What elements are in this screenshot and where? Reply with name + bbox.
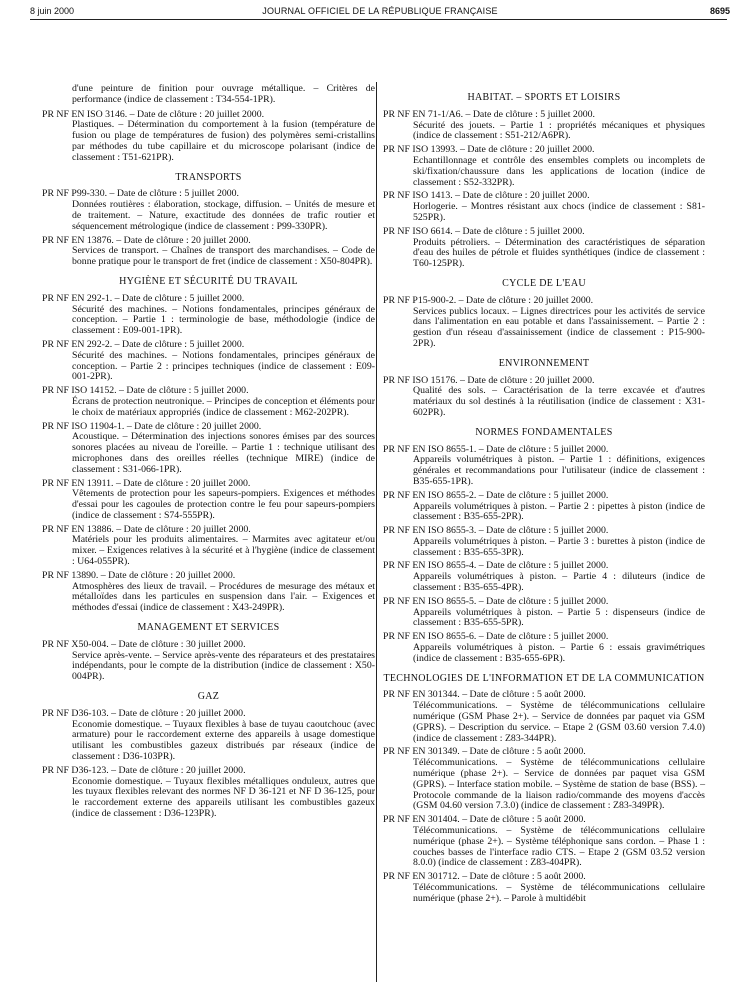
entry-description: Télécommunications. – Système de télécommunications cellulaire numérique (phase 2+). – Parole à multidébit xyxy=(413,882,705,904)
entry-description: Écrans de protection neutronique. – Principes de conception et éléments pour le choix de matériaux appropriés (indice de classement : M62-202PR). xyxy=(72,395,375,418)
entry-reference: PR NF P99-330. – Date de clôture : 5 juillet 2000. xyxy=(42,188,240,200)
entry-description: Vêtements de protection pour les sapeurs-pompiers. Exigences et méthodes d'essai pour les cagoules de protection contre le feu pour sapeurs-pompiers (indice de classement : S74-555PR). xyxy=(72,488,375,521)
entry-description: Appareils volumétriques à piston. – Partie 5 : dispenseurs (indice de classement : B35-655-5PR). xyxy=(413,606,705,629)
section-heading: NORMES FONDAMENTALES xyxy=(475,426,613,438)
entry-reference: PR NF EN ISO 8655-2. – Date de clôture : 5 juillet 2000. xyxy=(383,489,609,501)
standard-entry xyxy=(42,479,375,522)
section-heading: MANAGEMENT ET SERVICES xyxy=(137,622,280,634)
entry-description: Qualité des sols. – Caractérisation de la terre excavée et d'autres matériaux du sol destinés à la réutilisation (indice de classement : X31-602PR). xyxy=(413,385,705,418)
section-heading: HABITAT. – SPORTS ET LOISIRS xyxy=(467,92,621,103)
entry-description: Sécurité des machines. – Notions fondamentales, principes généraux de conception. – Partie 1 : terminologie de base, méthodologie (indice de classement : E09-001-1PR). xyxy=(72,303,375,337)
entry-description: Economie domestique. – Tuyaux flexibles métalliques onduleux, autres que les tuyaux flexibles relevant des normes NF D 36-121 et NF D 36-125, pour le raccordement externe des appareils utilisant les combustibles gazeux (indice de classement : D36-123PR). xyxy=(72,775,375,820)
entry-reference: PR NF EN 301349. – Date de clôture : 5 août 2000. xyxy=(383,746,586,758)
entry-reference: PR NF ISO 1413. – Date de clôture : 20 juillet 2000. xyxy=(383,190,590,202)
entry-reference: PR NF EN 301344. – Date de clôture : 5 août 2000. xyxy=(383,689,586,701)
entry-reference: PR NF ISO 6614. – Date de clôture : 5 juillet 2000. xyxy=(383,225,585,237)
entry-reference: PR NF D36-123. – Date de clôture : 20 juillet 2000. xyxy=(42,764,246,776)
standard-entry xyxy=(42,709,375,763)
left-column xyxy=(42,84,375,823)
entry-description: Services publics locaux. – Lignes directrices pour les activités de service dans l'alimentation en eau potable et dans l'assainissement. – Partie 2 : gestion d'un réseau d'assainissement (indice de classement : P15-900-2PR). xyxy=(413,305,705,349)
standard-entry xyxy=(42,110,375,164)
standard-entry xyxy=(42,340,375,383)
entry-reference: PR NF X50-004. – Date de clôture : 30 juillet 2000. xyxy=(42,638,246,650)
entry-reference: PR NF ISO 11904-1. – Date de clôture : 20 juillet 2000. xyxy=(42,420,262,432)
standard-entry xyxy=(42,189,375,232)
standard-entry xyxy=(42,525,375,568)
entry-reference: PR NF EN ISO 8655-6. – Date de clôture : 5 juillet 2000. xyxy=(383,631,609,643)
entry-description: Appareils volumétriques à piston. – Partie 6 : essais gravimétriques (indice de classement : B35-655-6PR). xyxy=(413,642,705,664)
section-heading: HYGIÈNE ET SÉCURITÉ DU TRAVAIL xyxy=(119,275,298,287)
entry-description: Produits pétroliers. – Détermination des caractéristiques de séparation d'eau des huiles de pétrole et fluides synthétiques (indice de classement : T60-125PR). xyxy=(413,236,705,270)
section-heading: TECHNOLOGIES DE L'INFORMATION ET DE LA COMMUNICATION xyxy=(383,672,705,684)
header-rule xyxy=(30,19,727,20)
entry-reference: PR NF EN 292-2. – Date de clôture : 5 juillet 2000. xyxy=(42,338,245,350)
entry-description: Télécommunications. – Système de télécommunications cellulaire numérique (phase 2+). – Service de données par paquet visa GSM (GPRS). – Interface station mobile. – Système de station de base (BSS). – Protocole commande de la liaison radio/commande des moyens d'accès (GSM 04.60 version 7.3.0) (indice de classement : Z83-349PR). xyxy=(413,757,705,812)
entry-reference: PR NF EN 292-1. – Date de clôture : 5 juillet 2000. xyxy=(42,292,245,304)
entry-reference: PR NF EN ISO 8655-1. – Date de clôture : 5 juillet 2000. xyxy=(383,443,609,455)
entry-reference: PR NF ISO 14152. – Date de clôture : 5 juillet 2000. xyxy=(42,385,249,397)
column-divider xyxy=(376,82,377,982)
entry-description: Appareils volumétriques à piston. – Partie 3 : burettes à piston (indice de classement : B35-655-3PR). xyxy=(413,535,705,558)
entry-description: Economie domestique. – Tuyaux flexibles à base de tuyau caoutchouc (avec armature) pour le raccordement externe des appareils à usage domestique utilisant les combustibles gazeux distribués par réseaux (indice de classement : D36-103PR). xyxy=(72,718,375,763)
standard-entry xyxy=(383,227,705,270)
section-heading: GAZ xyxy=(197,691,220,703)
entry-description: Matériels pour les produits alimentaires. – Marmites avec agitateur et/ou mixer. – Exigences relatives à la sécurité et à l'hygiène (indice de classement : U64-055PR). xyxy=(72,534,375,568)
right-column xyxy=(383,84,705,908)
entry-reference: PR NF ISO 13993. – Date de clôture : 20 juillet 2000. xyxy=(383,144,595,156)
entry-description: Echantillonnage et contrôle des ensembles complets ou incomplets de ski/fixation/chaussure dans les applications de location (indice de classement : S52-332PR). xyxy=(413,154,705,188)
entry-reference: PR NF EN ISO 3146. – Date de clôture : 20 juillet 2000. xyxy=(42,108,265,120)
entry-reference: PR NF EN ISO 8655-5. – Date de clôture : 5 juillet 2000. xyxy=(383,595,609,607)
entry-description: Appareils volumétriques à piston. – Partie 2 : pipettes à piston (indice de classement : B35-655-2PR). xyxy=(413,500,705,523)
entry-description: Plastiques. – Détermination du comportement à la fusion (température de fusion ou plage de températures de fusion) des polymères semi-cristallins par méthodes du tube capillaire et du microscope polarisant (indice de classement : T51-621PR). xyxy=(72,119,375,163)
standard-entry xyxy=(383,632,705,664)
entry-description: Télécommunications. – Système de télécommunications cellulaire numérique (phase 2+). – Système téléphonique sans cordon. – Phase 1 : couches basses de l'interface radio CTS. – Etape 2 (GSM 03.52 version 8.0.0) (indice de classement : Z83-404PR). xyxy=(413,825,705,869)
standard-entry xyxy=(383,110,705,142)
standard-entry xyxy=(383,296,705,350)
entry-description: Données routières : élaboration, stockage, diffusion. – Unités de mesure et de traitement. – Nature, exactitude des données de trafic routier et séquencement métrologique (indice de classement : P99-330PR). xyxy=(72,199,375,232)
entry-reference: PR NF EN 301404. – Date de clôture : 5 août 2000. xyxy=(383,814,586,826)
standard-entry xyxy=(383,526,705,558)
standard-entry xyxy=(383,491,705,523)
standard-entry xyxy=(42,294,375,337)
entry-reference: PR NF EN 13876. – Date de clôture : 20 juillet 2000. xyxy=(42,234,251,246)
header-date: 8 juin 2000 xyxy=(30,6,75,16)
entry-description: Télécommunications. – Système de télécommunications cellulaire numérique (GSM Phase 2+). – Service de données par paquet via GSM (GPRS). – Description du service. – Etape 2 (GSM 03.60 version 7.4.0) (indice de classement : Z83-344PR). xyxy=(413,700,705,744)
entry-reference: PR NF D36-103. – Date de clôture : 20 juillet 2000. xyxy=(42,707,246,719)
entry-reference: PR NF 13890. – Date de clôture : 20 juillet 2000. xyxy=(42,569,236,581)
entry-description: Sécurité des jouets. – Partie 1 : propriétés mécaniques et physiques (indice de classement : S51-212/A6PR). xyxy=(413,119,705,142)
standard-entry xyxy=(42,236,375,268)
standard-entry xyxy=(383,815,705,869)
section-heading: CYCLE DE L'EAU xyxy=(502,277,586,289)
standard-entry xyxy=(42,640,375,683)
section-heading: TRANSPORTS xyxy=(175,171,242,183)
entry-reference: PR NF EN 13911. – Date de clôture : 20 juillet 2000. xyxy=(42,477,251,489)
entry-reference: PR NF EN 301712. – Date de clôture : 5 août 2000. xyxy=(383,871,586,883)
standard-entry xyxy=(383,561,705,593)
standard-entry xyxy=(42,422,375,476)
entry-description: Atmosphères des lieux de travail. – Procédures de mesurage des métaux et métalloïdes dans les particules en suspension dans l'air. – Exigences et méthodes d'essai (indice de classement : X43-249PR). xyxy=(72,580,375,614)
entry-description: Sécurité des machines. – Notions fondamentales, principes généraux de conception. – Partie 2 : principes techniques (indice de classement : E09-001-2PR). xyxy=(72,349,375,383)
standard-entry xyxy=(383,597,705,629)
standard-entry xyxy=(383,872,705,904)
section-heading: ENVIRONNEMENT xyxy=(498,357,590,369)
entry-reference: PR NF P15-900-2. – Date de clôture : 20 juillet 2000. xyxy=(383,294,594,306)
standard-entry xyxy=(383,747,705,812)
page-number: 8695 xyxy=(709,6,730,16)
entry-reference: PR NF EN ISO 8655-3. – Date de clôture : 5 juillet 2000. xyxy=(383,525,609,537)
entry-reference: PR NF ISO 15176. – Date de clôture : 20 juillet 2000. xyxy=(383,374,595,386)
entry-reference: PR NF EN ISO 8655-4. – Date de clôture : 5 juillet 2000. xyxy=(383,560,609,572)
standard-entry xyxy=(383,191,705,223)
entry-description: Appareils volumétriques à piston. – Partie 4 : diluteurs (indice de classement : B35-655-4PR). xyxy=(413,571,705,594)
entry-description: Appareils volumétriques à piston. – Partie 1 : définitions, exigences générales et recommandations pour l'utilisateur (indice de classement : B35-655-1PR). xyxy=(413,454,705,487)
entry-description: Services de transport. – Chaînes de transport des marchandises. – Code de bonne pratique pour le transport de fret (indice de classement : X50-804PR). xyxy=(72,245,375,268)
standard-entry xyxy=(383,145,705,188)
page-header xyxy=(30,6,730,18)
entry-reference: PR NF EN 13886. – Date de clôture : 20 juillet 2000. xyxy=(42,523,251,535)
entry-description: Service après-vente. – Service après-vente des réparateurs et des prestataires indépendants, pour le compte de la distribution (indice de classement : X50-004PR). xyxy=(72,649,375,683)
standard-entry xyxy=(383,376,705,419)
standard-entry xyxy=(383,690,705,744)
entry-reference: PR NF EN 71-1/A6. – Date de clôture : 5 juillet 2000. xyxy=(383,108,595,120)
entry-description: Acoustique. – Détermination des injections sonores émises par des sources sonores placées au niveau de l'oreille. – Partie 1 : technique utilisant des microphones dans des oreilles réelles (technique MIRE) (indice de classement : S31-066-1PR). xyxy=(72,431,375,475)
standard-entry xyxy=(42,571,375,614)
entry-description: Horlogerie. – Montres résistant aux chocs (indice de classement : S81-525PR). xyxy=(413,201,705,223)
journal-title: JOURNAL OFFICIEL DE LA RÉPUBLIQUE FRANÇAISE xyxy=(262,6,498,16)
continued-text: d'une peinture de finition pour ouvrage métallique. – Critères de performance (indice de classement : T34-554-1PR). xyxy=(72,83,375,105)
standard-entry xyxy=(383,445,705,488)
standard-entry xyxy=(42,766,375,820)
standard-entry xyxy=(42,386,375,418)
